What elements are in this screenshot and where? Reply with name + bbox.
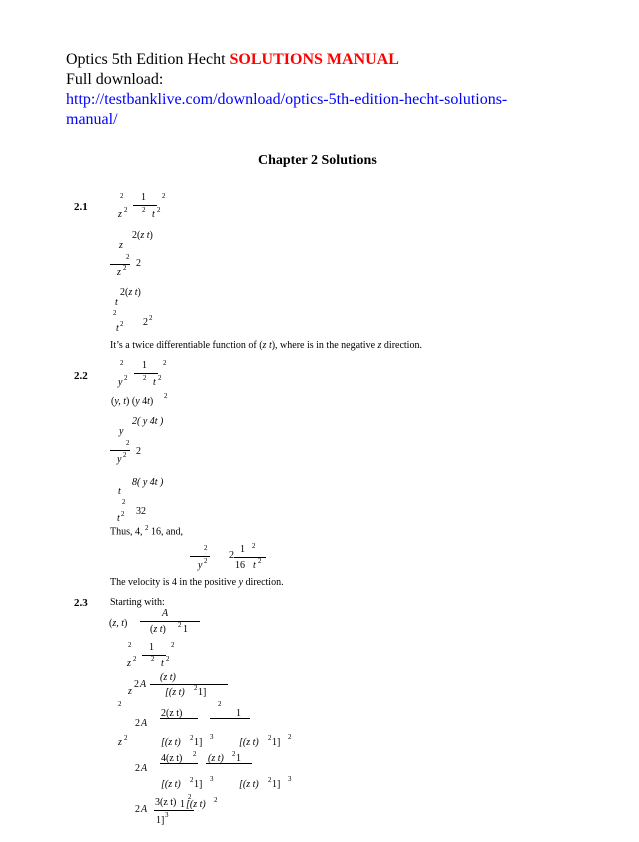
text: ) ( <box>126 396 136 407</box>
fraction-numerator: (z t) <box>160 672 176 683</box>
sup: 2 <box>163 359 167 367</box>
fraction-denominator: 1] <box>156 815 165 826</box>
text: The velocity is 4 in the positive <box>110 577 239 588</box>
sup: 2 <box>157 206 161 214</box>
rhs-value: 2 <box>136 446 141 457</box>
text: 2( <box>132 230 141 241</box>
dy-numerator: 2( y 4t ) <box>132 416 164 427</box>
text: ( <box>111 396 115 407</box>
var: y, t <box>114 396 127 407</box>
text: 1 <box>183 624 188 635</box>
dt-numerator <box>120 288 141 298</box>
sup: 2 <box>120 320 124 328</box>
sup: 2 <box>118 700 122 708</box>
fraction-numerator: 1 <box>240 544 245 555</box>
text: 16, and, <box>151 526 183 538</box>
fraction-bar <box>160 763 198 764</box>
psi-function <box>111 397 153 407</box>
sup: 2 <box>164 392 168 400</box>
sup: 2 <box>151 655 155 663</box>
problem-2-2-velocity <box>110 578 284 588</box>
sup: 2 <box>121 510 125 518</box>
fraction-denominator: [(z t) <box>165 687 185 698</box>
problem-number-2-3: 2.3 <box>74 597 88 609</box>
text: ) <box>162 624 166 635</box>
sup: 2 <box>122 498 126 506</box>
var: z t <box>262 340 272 351</box>
text: ( <box>109 618 113 629</box>
fraction-numerator: 1 <box>149 642 154 653</box>
sup: 2 <box>193 750 197 758</box>
text: 1 <box>180 799 185 810</box>
var-z: z <box>128 686 132 697</box>
var: y <box>135 396 140 407</box>
sup: 2 <box>123 264 127 272</box>
coefficient: 2 <box>134 679 139 690</box>
denominator-value: 16 <box>235 560 245 571</box>
dz-denominator: z <box>119 240 123 251</box>
text: Thus, 4, <box>110 526 143 538</box>
fraction-numerator: 4(z t) <box>161 753 183 764</box>
download-link-line2[interactable]: manual/ <box>66 111 118 128</box>
dt-numerator: 8( y 4t ) <box>132 477 164 488</box>
var: y <box>238 577 244 588</box>
sup: 2 <box>120 192 124 200</box>
sup: 2 <box>126 253 130 261</box>
sup: 2 <box>124 206 128 214</box>
sup: 2 <box>171 641 175 649</box>
fraction-bar <box>110 264 130 265</box>
text: ) <box>124 618 128 629</box>
title-highlight: SOLUTIONS MANUAL <box>229 51 399 68</box>
fraction-numerator: 1 <box>142 360 147 371</box>
var-z: z <box>118 737 122 748</box>
var-t: t <box>117 513 120 524</box>
var-z: z <box>127 658 131 669</box>
sup: 3 <box>210 775 214 783</box>
var-y: y <box>117 454 122 465</box>
var-A: A <box>140 679 147 690</box>
sup: 2 <box>124 374 128 382</box>
sup: 3 <box>210 733 214 741</box>
sup: 2 <box>268 776 272 784</box>
fraction-bar <box>140 621 200 622</box>
fraction-numerator: 1 <box>236 708 241 719</box>
fraction-denominator: [(z t) <box>161 737 181 748</box>
sup: 2 <box>133 655 137 663</box>
var: z <box>377 340 382 351</box>
rhs-value: 2 <box>136 258 141 269</box>
sup: 2 <box>232 750 236 758</box>
sup: 2 <box>124 734 128 742</box>
text: direction. <box>381 340 422 351</box>
text: 1] <box>198 687 207 698</box>
coefficient: 2 <box>135 718 140 729</box>
text: [(z t) <box>186 799 206 810</box>
problem-2-2-thus <box>110 525 183 537</box>
fraction-numerator: 1 <box>141 192 146 203</box>
dt-denominator: t <box>118 486 121 497</box>
sup: 2 <box>123 451 127 459</box>
rhs-value: 32 <box>136 506 146 517</box>
sup: 2 <box>190 734 194 742</box>
fraction-denominator <box>150 625 166 635</box>
sup: 2 <box>194 684 198 692</box>
problem-number-2-1: 2.1 <box>74 201 88 213</box>
chapter-title: Chapter 2 Solutions <box>258 153 377 168</box>
var-t: t <box>152 209 155 220</box>
sup: 2 <box>149 314 153 322</box>
text: 1] <box>272 737 281 748</box>
sup: 2 <box>128 641 132 649</box>
var-z: z <box>117 267 121 278</box>
sup: 2 <box>142 206 146 214</box>
text: direction. <box>243 577 284 588</box>
sup: 2 <box>162 192 166 200</box>
dt-denominator: t <box>115 297 118 308</box>
full-download-label: Full download: <box>66 71 164 88</box>
fraction-bar <box>160 718 198 719</box>
fraction-denominator: [(z t) <box>161 779 181 790</box>
coefficient: 2 <box>135 804 140 815</box>
dy-denominator: y <box>119 426 124 437</box>
var-y: y <box>118 377 123 388</box>
sup: 2 <box>145 524 149 532</box>
var-A: A <box>141 763 148 774</box>
fraction-bar <box>206 763 252 764</box>
sup: 2 <box>214 796 218 804</box>
sup: 2 <box>178 621 182 629</box>
text: It’s a twice differentiable function of ( <box>110 340 263 351</box>
var-z: z <box>118 209 122 220</box>
sup: 2 <box>126 439 130 447</box>
sup: 2 <box>288 733 292 741</box>
problem-2-1-conclusion <box>110 341 422 351</box>
fraction-bar <box>210 718 250 719</box>
problem-number-2-2: 2.2 <box>74 370 88 382</box>
text: 1] <box>194 779 203 790</box>
sup: 3 <box>288 775 292 783</box>
var-A: A <box>141 718 148 729</box>
var-t: t <box>253 560 256 571</box>
sup: 2 <box>268 734 272 742</box>
var: z t <box>140 230 150 241</box>
sup: 2 <box>120 359 124 367</box>
fraction-numerator: 3(z t) <box>155 797 177 808</box>
text: ), where is in the negative <box>271 340 378 351</box>
download-link-line1[interactable]: http://testbanklive.com/download/optics-5th-edition-hecht-solutions- <box>66 91 508 108</box>
var-t: t <box>161 658 164 669</box>
var: z, t <box>112 618 125 629</box>
fraction-bar <box>150 684 228 685</box>
var-y: y <box>198 560 203 571</box>
fraction-numerator: A <box>162 608 169 619</box>
coefficient: 2 <box>229 550 234 561</box>
sup: 2 <box>204 544 208 552</box>
var-t: t <box>153 377 156 388</box>
sup: 3 <box>165 811 169 819</box>
document-title <box>66 52 399 68</box>
text: 1] <box>272 779 281 790</box>
problem-2-3-intro: Starting with: <box>110 597 165 608</box>
sup: 2 <box>252 542 256 550</box>
sup: 2 <box>218 700 222 708</box>
text: 2( <box>120 287 129 298</box>
dz-numerator <box>132 231 153 241</box>
text: ) <box>149 230 153 241</box>
fraction-denominator: [(z t) <box>239 779 259 790</box>
rhs-value: 2 <box>143 317 148 328</box>
text: ( <box>150 624 154 635</box>
sup: 2 <box>258 557 262 565</box>
fraction-bar <box>154 810 194 811</box>
fraction-denominator: [(z t) <box>239 737 259 748</box>
var: t <box>147 396 150 407</box>
var: z t <box>153 624 163 635</box>
fraction-numerator: (z t) <box>208 753 224 764</box>
sup: 2 <box>113 309 117 317</box>
fraction-bar <box>110 450 130 451</box>
sup: 2 <box>166 655 170 663</box>
var: z t <box>128 287 138 298</box>
title-text: Optics 5th Edition Hecht <box>66 51 230 68</box>
sup: 2 <box>158 374 162 382</box>
text: 1 <box>236 753 241 764</box>
sup: 2 <box>143 374 147 382</box>
text: ) <box>137 287 141 298</box>
text: ) <box>149 396 154 407</box>
fraction-numerator: 2(z t) <box>161 708 183 719</box>
var-A: A <box>141 804 148 815</box>
text: 4 <box>139 396 148 407</box>
sup: 2 <box>190 776 194 784</box>
coefficient: 2 <box>135 763 140 774</box>
sup: 2 <box>188 793 192 801</box>
sup: 2 <box>204 557 208 565</box>
psi-lhs <box>109 619 127 629</box>
var-t: t <box>116 323 119 334</box>
text: 1] <box>194 737 203 748</box>
